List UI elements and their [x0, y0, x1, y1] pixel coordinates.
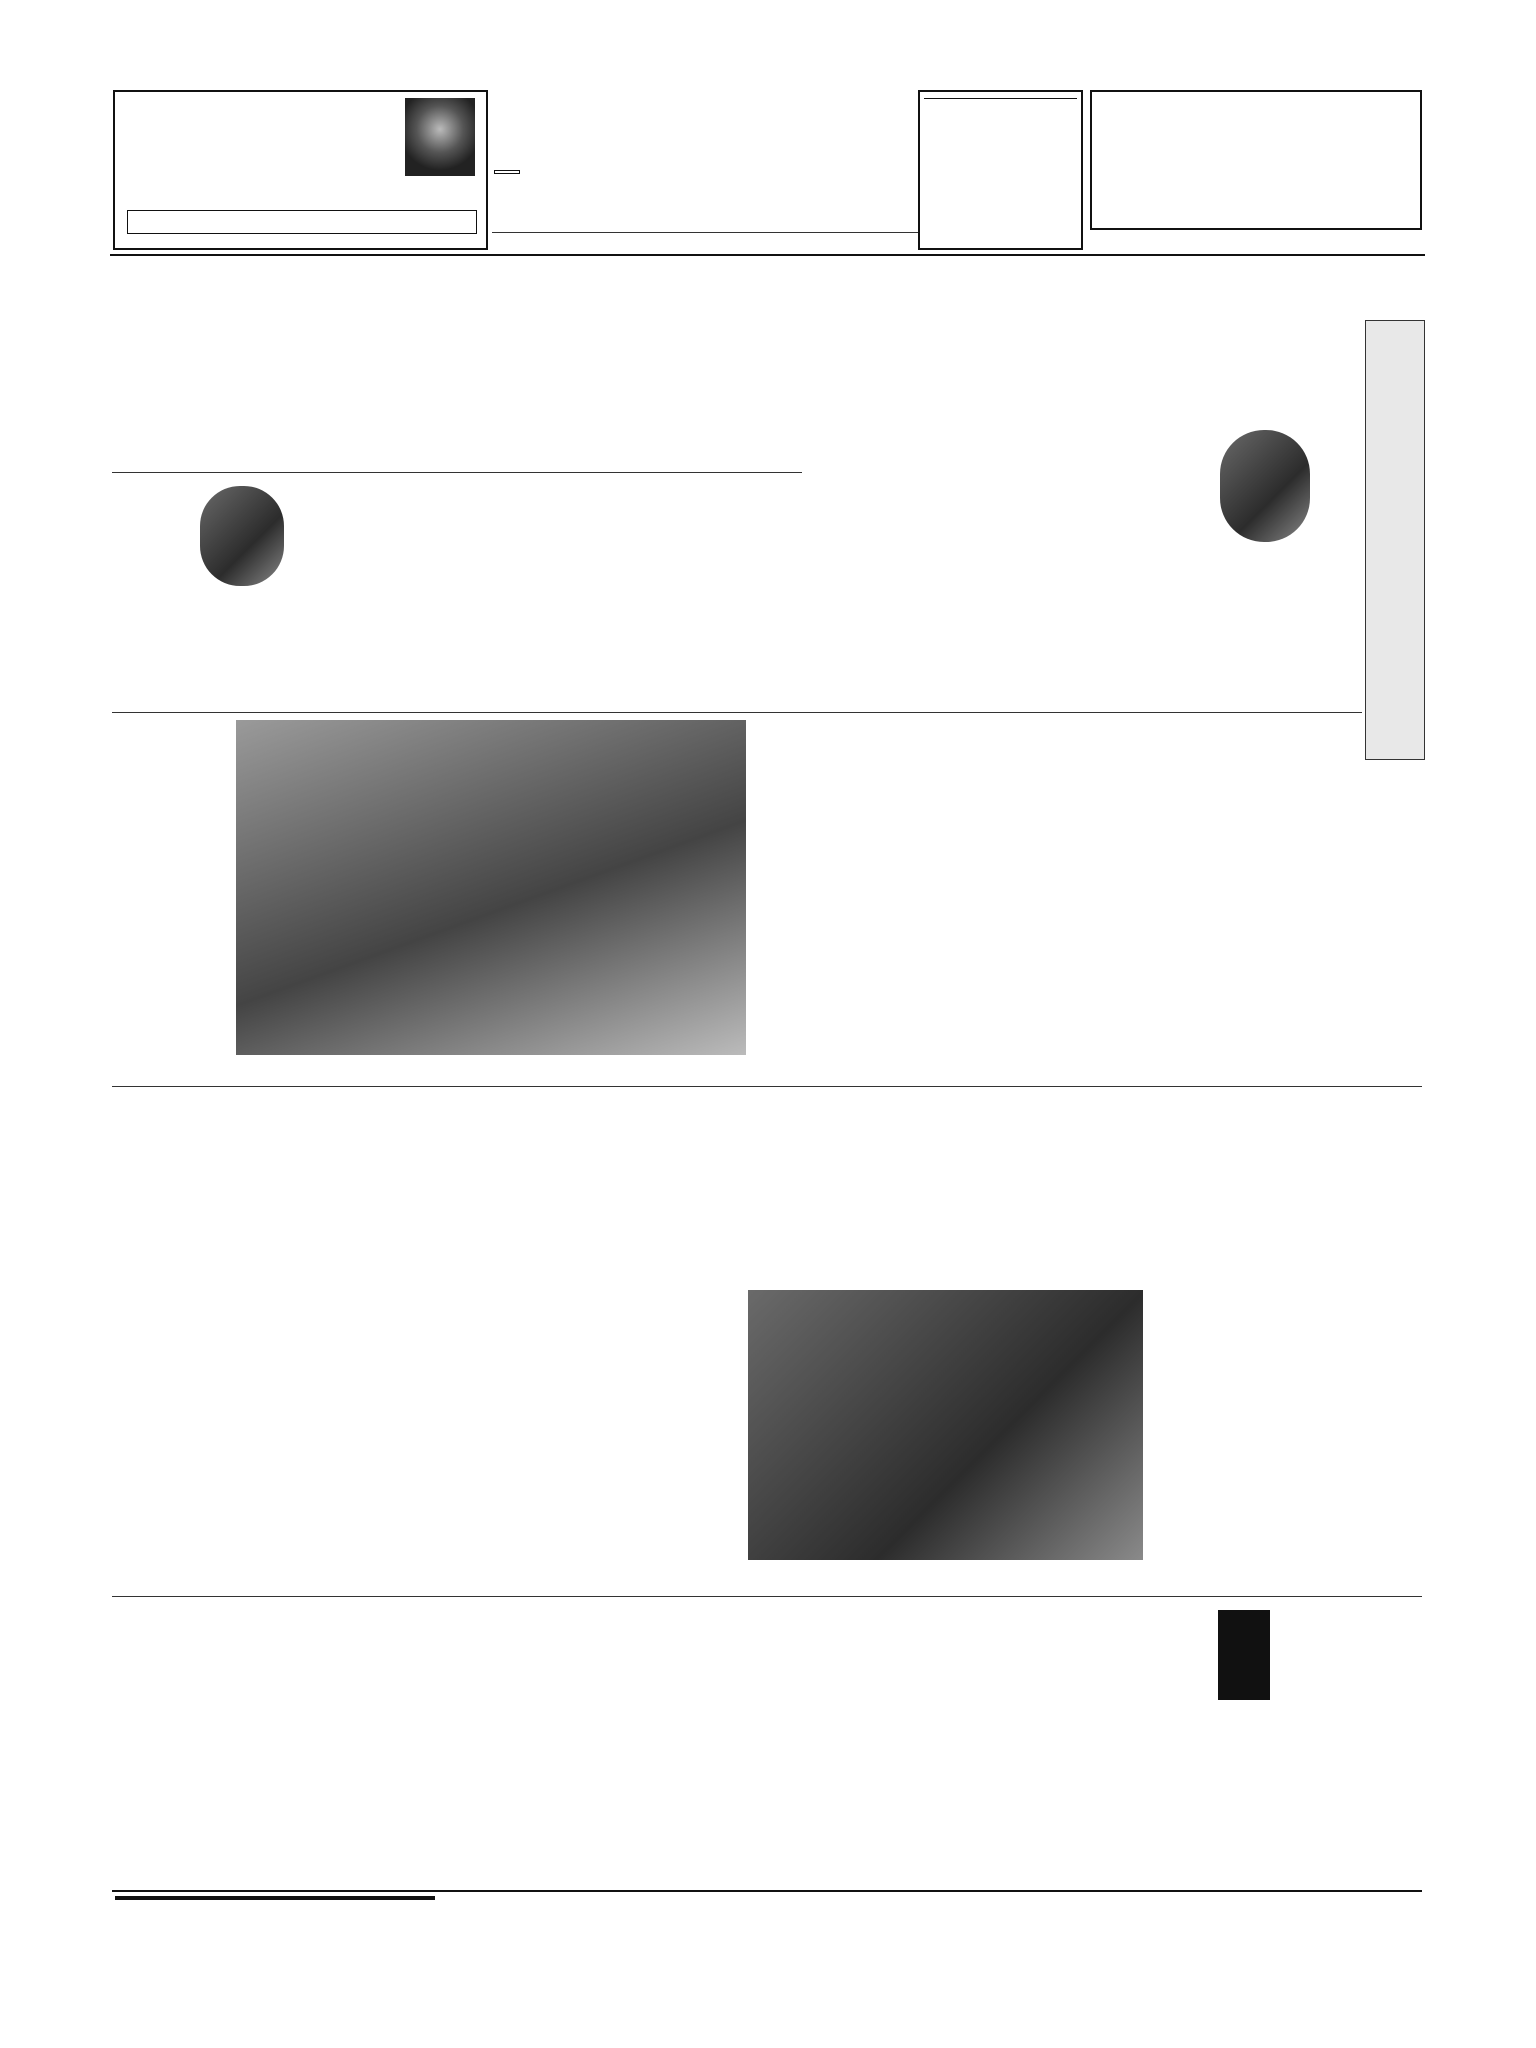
publisher-box [918, 90, 1083, 250]
main-col-c [645, 262, 805, 402]
portrait-uenuma-caption [212, 600, 272, 700]
seibu-subhead [1000, 800, 1044, 1080]
chagyo-text-c [112, 1440, 740, 1590]
seiryu-text [680, 1604, 1200, 1886]
main-col-g [1318, 390, 1362, 690]
ad-cleaning [113, 90, 488, 250]
portrait-uenuma [200, 486, 284, 586]
seibu-text-e [965, 1094, 1422, 1284]
ad-ginza [1090, 90, 1422, 230]
ad-cleaning-photo [405, 98, 475, 176]
main-col-d [292, 478, 804, 706]
main-side-head [1365, 320, 1425, 760]
chagyo-headline-a [455, 1106, 499, 1426]
tea-col-b [112, 1020, 232, 1084]
main-col-f [810, 390, 1210, 690]
portrait-nishijima-caption [1238, 552, 1298, 662]
tea-headline-b [150, 870, 190, 990]
publisher-bunka [924, 96, 1077, 99]
main-col-b [112, 262, 272, 470]
seibu-text-f [1150, 1290, 1422, 1590]
main-col-a1 [280, 262, 480, 470]
seibu-photo [748, 1290, 1143, 1560]
tea-col-a [112, 720, 146, 1020]
seibu-text-b [1100, 720, 1420, 1080]
chagyo-text-b [510, 1094, 740, 1434]
chagyo-headline-b [408, 1140, 448, 1440]
tea-photo [236, 720, 746, 1055]
main-col-a2 [488, 262, 638, 470]
seibu-headline [1050, 790, 1094, 1070]
masthead-kyukan [494, 170, 520, 174]
seibu-text-c [888, 720, 988, 1080]
seiryu-title [1218, 1610, 1270, 1700]
chagyo-text-a [112, 1094, 352, 1434]
main-col-e [112, 478, 192, 706]
seibu-text-d [748, 1094, 958, 1284]
chagyo-text-d [112, 1604, 672, 1886]
seibu-text-a [752, 720, 882, 1080]
portrait-nishijima [1220, 430, 1310, 542]
seiryu-text-b [1276, 1604, 1422, 1886]
